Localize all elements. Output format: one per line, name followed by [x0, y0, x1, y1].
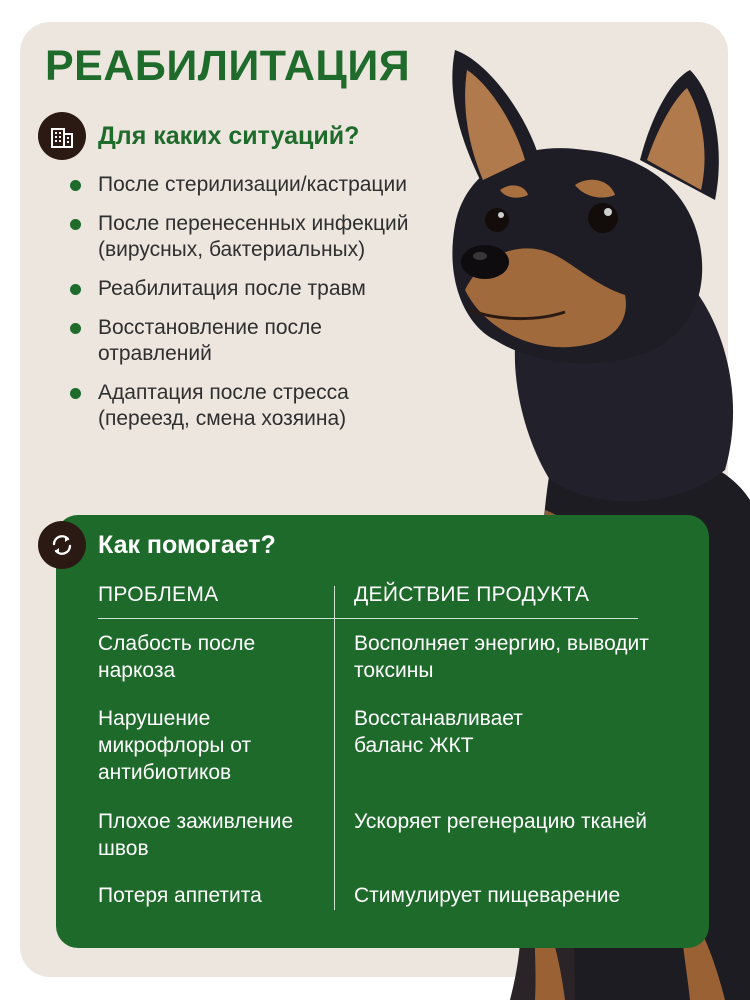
situation-text: После перенесенных инфекций (вирусных, бактериальных) [98, 212, 409, 261]
help-heading: Как помогает? [98, 530, 276, 559]
table-cell-action: Восполняет энергию, выводит токсины [354, 632, 649, 682]
bullet-icon [70, 284, 81, 295]
situation-text: После стерилизации/кастрации [98, 173, 407, 196]
situation-text: Реабилитация после травм [98, 277, 366, 300]
table-cell-action: Стимулирует пищеварение [354, 884, 621, 907]
list-item [70, 172, 430, 198]
situation-text: Адаптация после стресса (переезд, смена хозяина) [98, 381, 349, 430]
column-divider [334, 586, 335, 910]
list-item [70, 211, 430, 263]
situation-text: Восстановление после отравлений [98, 316, 322, 365]
table-cell-problem: Слабость после наркоза [98, 632, 256, 682]
page-title: РЕАБИЛИТАЦИЯ [45, 42, 411, 90]
bullet-icon [70, 388, 81, 399]
table-cell-action: Восстанавливает баланс ЖКТ [354, 707, 523, 757]
refresh-icon [38, 521, 86, 569]
bullet-icon [70, 180, 81, 191]
column-header-action: ДЕЙСТВИЕ ПРОДУКТА [354, 583, 590, 606]
bullet-icon [70, 323, 81, 334]
bullet-icon [70, 219, 81, 230]
situations-list [70, 172, 430, 445]
table-cell-problem: Нарушение микрофлоры от антибиотиков [98, 707, 252, 784]
situations-heading: Для каких ситуаций? [98, 121, 360, 150]
list-item [70, 276, 430, 302]
table-cell-action: Ускоряет регенерацию тканей [354, 810, 647, 833]
table-cell-problem: Потеря аппетита [98, 884, 262, 907]
column-header-problem: ПРОБЛЕМА [98, 583, 219, 606]
situations-header [38, 112, 359, 160]
building-icon [38, 112, 86, 160]
list-item [70, 315, 430, 367]
list-item [70, 380, 430, 432]
table-cell-problem: Плохое заживление швов [98, 810, 294, 860]
help-header [38, 521, 276, 569]
table-divider [98, 618, 638, 619]
